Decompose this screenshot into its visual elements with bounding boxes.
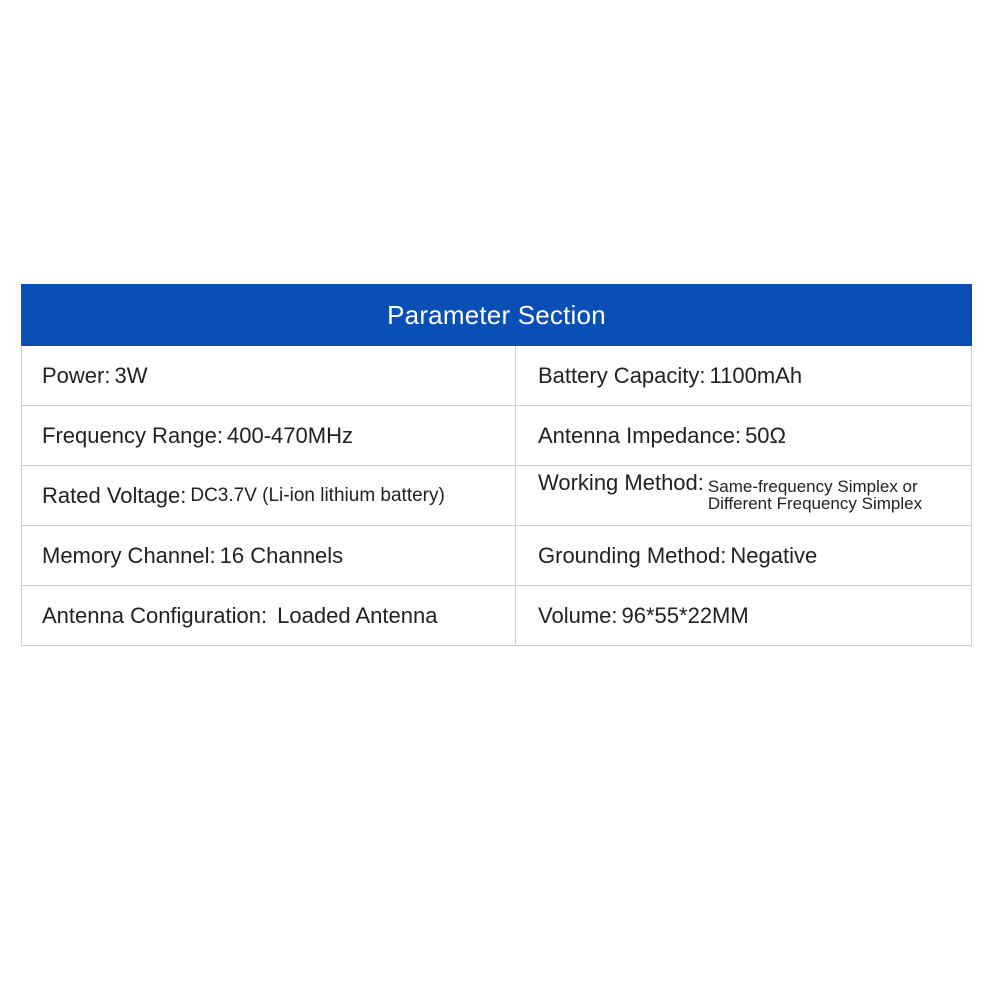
grounding-method-value: Negative	[730, 542, 818, 568]
volume-value: 96*55*22MM	[621, 602, 749, 628]
separator: :	[699, 362, 706, 388]
battery-capacity-label: Battery Capacity	[538, 362, 700, 388]
separator: :	[697, 470, 704, 495]
parameter-table	[21, 284, 972, 646]
separator: :	[734, 422, 742, 448]
rated-voltage-value: DC3.7V (Li-ion lithium battery)	[190, 484, 445, 506]
frequency-range-cell	[22, 406, 516, 465]
table-row	[22, 346, 971, 406]
table-row	[22, 526, 971, 586]
antenna-impedance-cell	[516, 406, 971, 465]
separator: :	[104, 362, 111, 388]
table-row	[22, 406, 971, 466]
memory-channel-label: Memory Channel	[42, 542, 210, 568]
working-method-cell	[516, 466, 971, 525]
table-row	[22, 466, 971, 526]
frequency-range-value: 400-470MHz	[227, 422, 353, 448]
rated-voltage-label: Rated Voltage	[42, 482, 181, 508]
separator: :	[180, 482, 187, 508]
working-method-value-line1: Same-frequency Simplex or	[707, 477, 918, 496]
antenna-configuration-value: Loaded Antenna	[271, 602, 438, 628]
memory-channel-value: 16 Channels	[219, 542, 344, 568]
volume-label: Volume	[538, 602, 612, 628]
separator: :	[720, 542, 727, 568]
grounding-method-label: Grounding Method	[538, 542, 721, 568]
table-body	[21, 346, 972, 646]
table-header	[21, 284, 972, 346]
power-label: Power	[42, 362, 105, 388]
working-method-value	[708, 470, 922, 512]
volume-cell	[516, 586, 971, 645]
separator: :	[209, 542, 216, 568]
table-title: Parameter Section	[387, 299, 606, 330]
working-method-value-line2: Different Frequency Simplex	[707, 494, 923, 513]
separator: :	[216, 422, 224, 448]
working-method-label: Working Method	[538, 470, 698, 495]
separator: :	[611, 602, 618, 628]
power-value: 3W	[114, 362, 148, 388]
antenna-configuration-cell	[22, 586, 516, 645]
battery-capacity-cell	[516, 346, 971, 405]
power-cell	[22, 346, 516, 405]
working-method-wrap	[538, 470, 922, 512]
antenna-configuration-label: Antenna Configuration	[42, 602, 261, 628]
separator: :	[260, 602, 268, 628]
rated-voltage-cell	[22, 466, 516, 525]
antenna-impedance-value: 50Ω	[745, 422, 786, 448]
antenna-impedance-label: Antenna Impedance	[538, 422, 735, 448]
battery-capacity-value: 1100mAh	[709, 362, 803, 388]
table-row	[22, 586, 971, 646]
memory-channel-cell	[22, 526, 516, 585]
grounding-method-cell	[516, 526, 971, 585]
frequency-range-label: Frequency Range	[42, 422, 217, 448]
